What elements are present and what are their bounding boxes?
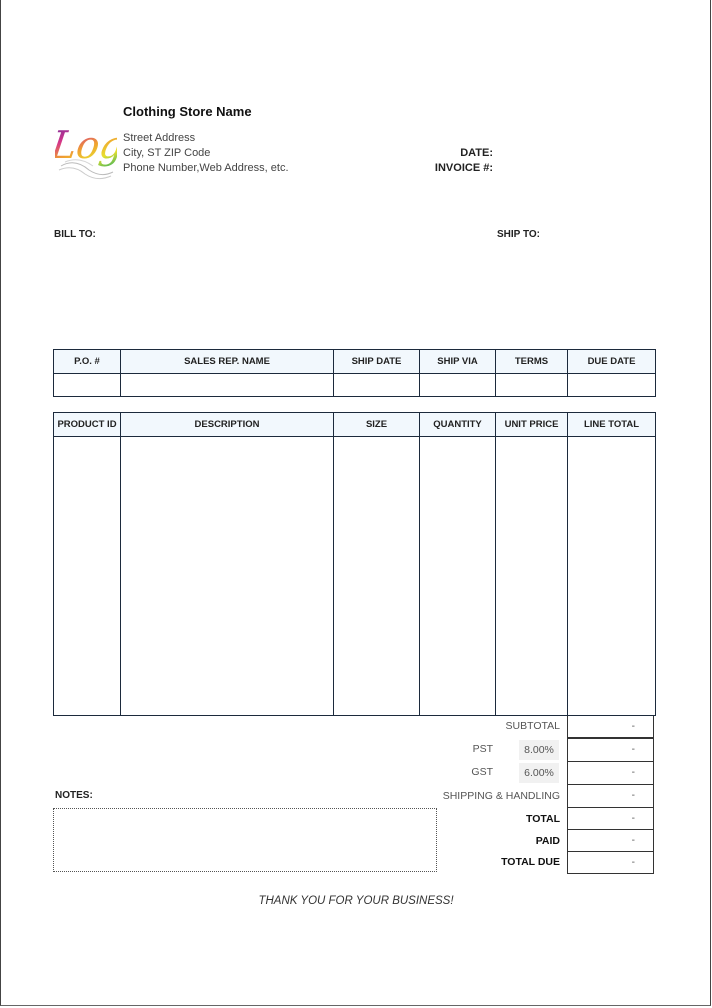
- description-header: DESCRIPTION: [121, 413, 334, 437]
- ship-via-cell[interactable]: [420, 374, 496, 397]
- pst-label: PST: [472, 743, 493, 755]
- shipping-label: SHIPPING & HANDLING: [442, 790, 560, 802]
- svg-text:Logo: Logo: [55, 124, 117, 168]
- bill-to-label: BILL TO:: [54, 229, 96, 240]
- total-due-value[interactable]: -: [567, 852, 654, 874]
- ship-date-cell[interactable]: [334, 374, 420, 397]
- due-date-header: DUE DATE: [568, 350, 656, 374]
- contact-info: Phone Number,Web Address, etc.: [123, 162, 289, 174]
- total-value[interactable]: -: [567, 808, 654, 830]
- pst-value[interactable]: -: [567, 738, 654, 762]
- notes-box[interactable]: [53, 808, 437, 872]
- logo-image: [55, 106, 117, 182]
- gst-value[interactable]: -: [567, 762, 654, 785]
- due-date-cell[interactable]: [568, 374, 656, 397]
- city-state-zip: City, ST ZIP Code: [123, 147, 211, 159]
- terms-cell[interactable]: [496, 374, 568, 397]
- sales-rep-cell[interactable]: [121, 374, 334, 397]
- date-label: DATE:: [460, 147, 493, 159]
- total-label: TOTAL: [525, 813, 560, 825]
- paid-label: PAID: [535, 835, 560, 847]
- gst-label: GST: [471, 766, 493, 778]
- product-id-header: PRODUCT ID: [54, 413, 121, 437]
- ship-date-header: SHIP DATE: [334, 350, 420, 374]
- notes-label: NOTES:: [55, 790, 93, 801]
- ship-to-label: SHIP TO:: [497, 229, 540, 240]
- subtotal-value[interactable]: -: [567, 716, 654, 738]
- thank-you-message: THANK YOU FOR YOUR BUSINESS!: [258, 895, 454, 907]
- line-items-table: [53, 412, 656, 716]
- size-column[interactable]: [334, 437, 420, 716]
- product-id-column[interactable]: [54, 437, 121, 716]
- po-number-header: P.O. #: [54, 350, 121, 374]
- pst-rate[interactable]: 8.00%: [519, 740, 559, 760]
- size-header: SIZE: [334, 413, 420, 437]
- quantity-column[interactable]: [420, 437, 496, 716]
- terms-header: TERMS: [496, 350, 568, 374]
- unit-price-column[interactable]: [496, 437, 568, 716]
- paid-value[interactable]: -: [567, 830, 654, 852]
- line-total-column[interactable]: [568, 437, 656, 716]
- shipping-value[interactable]: -: [567, 785, 654, 808]
- total-due-label: TOTAL DUE: [501, 856, 560, 868]
- subtotal-label: SUBTOTAL: [505, 720, 560, 732]
- po-number-cell[interactable]: [54, 374, 121, 397]
- line-total-header: LINE TOTAL: [568, 413, 656, 437]
- order-info-table: [53, 349, 656, 397]
- store-name: Clothing Store Name: [123, 104, 252, 119]
- ship-via-header: SHIP VIA: [420, 350, 496, 374]
- gst-rate[interactable]: 6.00%: [519, 763, 559, 783]
- quantity-header: QUANTITY: [420, 413, 496, 437]
- unit-price-header: UNIT PRICE: [496, 413, 568, 437]
- street-address: Street Address: [123, 132, 196, 144]
- invoice-number-label: INVOICE #:: [434, 162, 493, 174]
- description-column[interactable]: [121, 437, 334, 716]
- sales-rep-header: SALES REP. NAME: [121, 350, 334, 374]
